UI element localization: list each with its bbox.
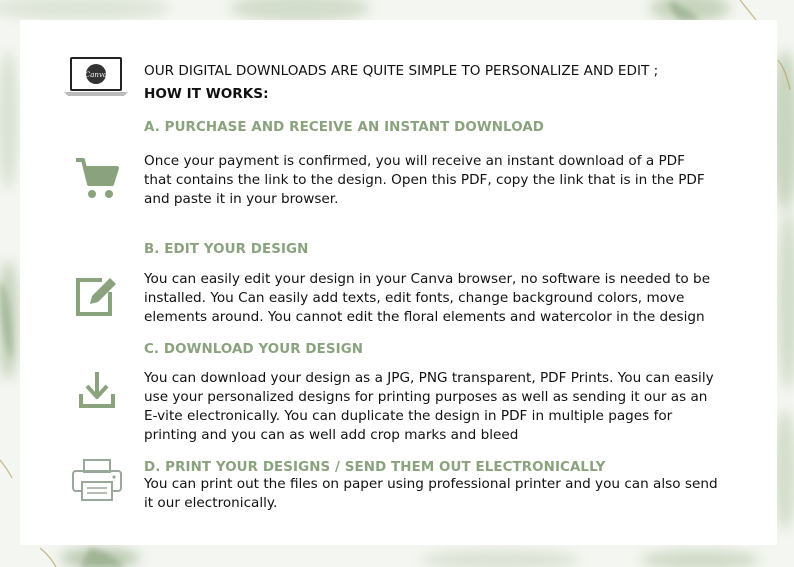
edit-icon (72, 274, 120, 320)
text-line: that contains the link to the design. Open this PDF, copy the link that is in the PDF (144, 172, 705, 188)
laptop-canva-logo-icon (62, 55, 130, 99)
step-heading-edit: B. EDIT YOUR DESIGN (144, 242, 309, 257)
text-line: elements around. You cannot edit the floral elements and watercolor in the design (144, 309, 705, 325)
step-text-download (144, 369, 744, 445)
step-text-print (144, 475, 744, 513)
step-heading-download: C. DOWNLOAD YOUR DESIGN (144, 342, 364, 357)
text-line: You can download your design as a JPG, PNG transparent, PDF Prints. You can easily (144, 370, 714, 386)
text-line: You can print out the files on paper using professional printer and you can also send (144, 476, 718, 492)
text-line: E-vite electronically. You can duplicate the design in PDF in multiple pages for (144, 408, 673, 424)
text-line: it our electronically. (144, 495, 278, 511)
step-text-edit (144, 270, 744, 327)
how-it-works-label: HOW IT WORKS: (144, 86, 269, 102)
step-heading-print: D. PRINT YOUR DESIGNS / SEND THEM OUT ELECTRONICALLY (144, 460, 606, 475)
text-line: Once your payment is confirmed, you will receive an instant download of a PDF (144, 153, 685, 169)
download-icon (78, 370, 116, 410)
step-heading-purchase: A. PURCHASE AND RECEIVE AN INSTANT DOWNLOAD (144, 120, 545, 135)
intro-line: OUR DIGITAL DOWNLOADS ARE QUITE SIMPLE TO PERSONALIZE AND EDIT ; (144, 63, 659, 79)
text-line: installed. You Can easily add texts, edit fonts, change background colors, move (144, 290, 685, 306)
text-line: printing and you can as well add crop marks and bleed (144, 427, 519, 443)
printer-icon (70, 458, 124, 502)
step-text-purchase (144, 152, 744, 209)
text-line: and paste it in your browser. (144, 191, 339, 207)
text-line: use your personalized designs for printing purposes as well as sending it our as an (144, 389, 708, 405)
text-line: You can easily edit your design in your Canva browser, no software is needed to be (144, 271, 711, 287)
cart-icon (74, 156, 120, 202)
logo-text: Canva (84, 71, 108, 79)
